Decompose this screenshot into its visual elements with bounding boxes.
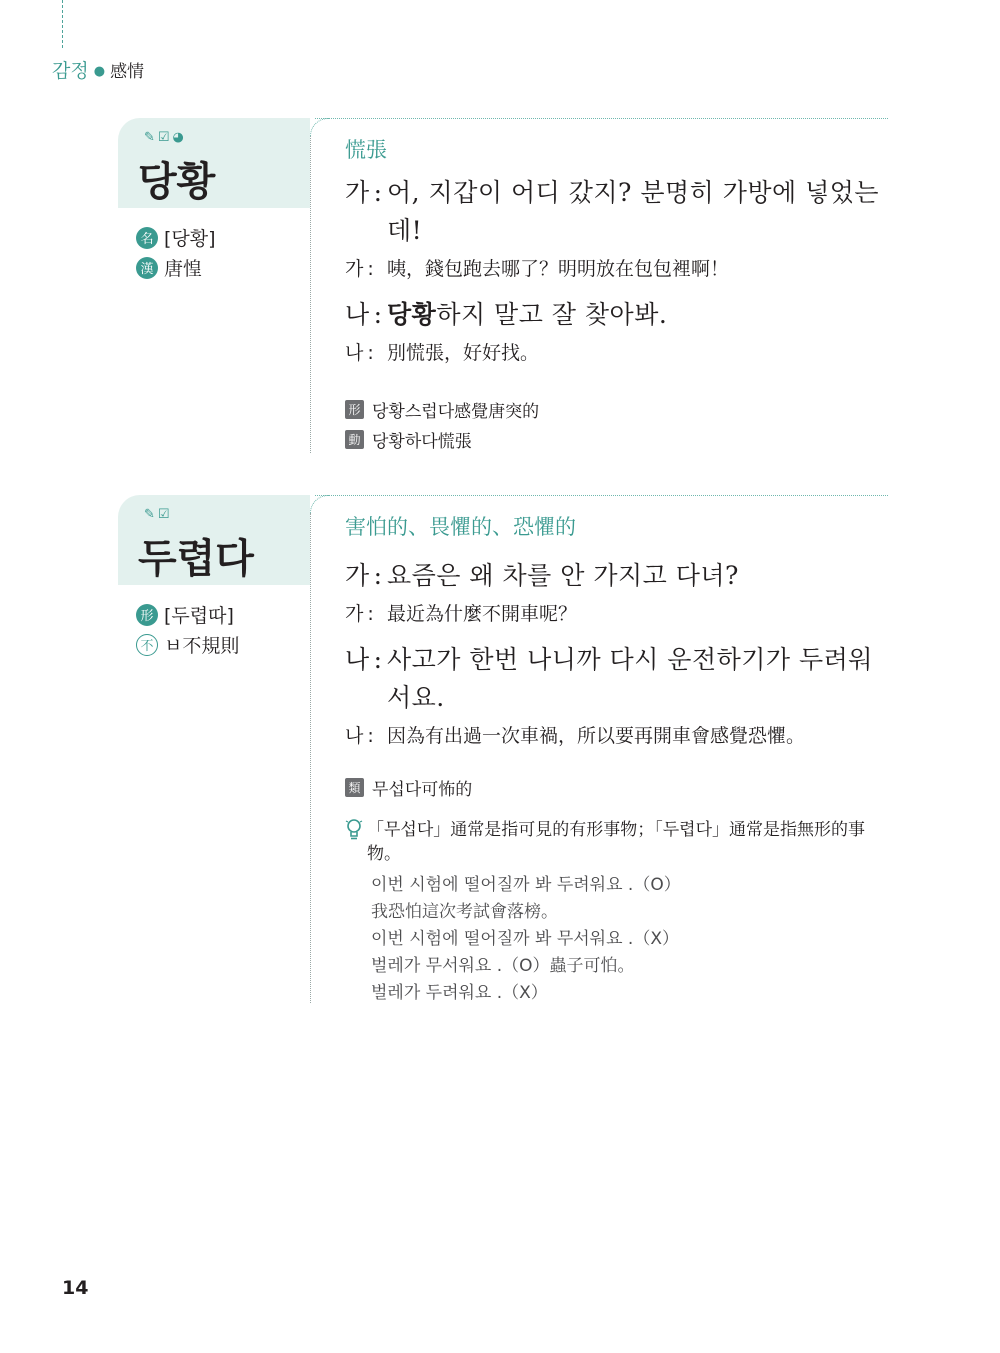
adjective-badge-icon: 形	[136, 604, 158, 626]
verb-badge-icon: 動	[345, 430, 364, 449]
hanja: 唐惶	[164, 258, 203, 280]
keyword: 당황	[387, 300, 437, 329]
example-ko-cont: 데!	[387, 216, 423, 245]
irregular-badge-icon: 不	[136, 634, 158, 656]
example-ko-row: 가 : 요즘은 왜 차를 안 가지고 다녀?	[345, 557, 885, 595]
related-text: 당황스럽다感覺唐突的	[372, 402, 540, 422]
example-ko: 사고가 한번 나니까 다시 운전하기가 두려워	[387, 645, 873, 674]
headword-card	[118, 118, 310, 208]
related-text: 당황하다慌張	[372, 432, 472, 452]
example-zh: 別慌張，好好找。	[387, 342, 540, 364]
related-text: 무섭다可怖的	[372, 780, 473, 800]
hanja-line	[136, 254, 202, 281]
example-zh-row: 가 : 最近為什麼不開車呢？	[345, 599, 885, 629]
study-check-icons: ✎☑	[144, 507, 173, 522]
note-example: 이번 시험에 떨어질까 봐 두려워요 .（O）	[371, 875, 681, 895]
lightbulb-icon	[345, 818, 367, 866]
page-number: 14	[62, 1277, 89, 1299]
note-example: 벌레가 무서워요 .（O）蟲子可怕。	[371, 956, 635, 976]
pronunciation-line	[136, 224, 216, 251]
example-block	[345, 174, 885, 368]
example-zh: 咦，錢包跑去哪了？明明放在包包裡啊！	[387, 258, 730, 280]
example-ko-row: 나 : 사고가 한번 나니까 다시 운전하기가 두려워 서요.	[345, 641, 885, 717]
top-divider	[315, 495, 888, 496]
speaker: 나	[345, 725, 364, 747]
entry-duryeopda	[118, 495, 888, 1005]
column-divider	[310, 136, 311, 453]
example-ko-cont: 서요.	[387, 683, 445, 712]
example-zh: 因為有出過一次車禍，所以要再開車會感覺恐懼。	[387, 725, 806, 747]
header-korean: 감정	[52, 60, 89, 82]
example-ko-row: 나 : 당황하지 말고 잘 찾아봐.	[345, 300, 668, 329]
speaker: 가	[345, 561, 370, 590]
adjective-badge-icon: 形	[345, 400, 364, 419]
top-dashed-rule	[62, 0, 63, 48]
note-example: 벌레가 두려워요 .（X）	[371, 983, 548, 1003]
example-block	[345, 557, 885, 751]
usage-note	[345, 818, 885, 1007]
header-chinese: 感情	[110, 62, 145, 82]
example-ko: 요즘은 왜 차를 안 가지고 다녀?	[387, 561, 739, 590]
hanja-badge-icon: 漢	[136, 257, 158, 279]
speaker: 나	[345, 342, 364, 364]
pronunciation: [당황]	[164, 228, 216, 250]
speaker: 가	[345, 178, 370, 207]
headword: 두렵다	[138, 536, 254, 582]
pronunciation: [두렵따]	[164, 605, 234, 627]
related-word	[345, 775, 472, 800]
meaning: 慌張	[345, 138, 387, 162]
irregular-line	[136, 631, 239, 658]
synonym-badge-icon: 類	[345, 778, 364, 797]
column-divider	[310, 513, 311, 1003]
speaker: 나	[345, 645, 370, 674]
example-ko: 어, 지갑이 어디 갔지? 분명히 가방에 넣었는	[387, 178, 880, 207]
example-zh-row: 가 : 咦，錢包跑去哪了？明明放在包包裡啊！	[345, 254, 885, 284]
related-word	[345, 427, 472, 452]
related-word	[345, 397, 539, 422]
headword: 당황	[138, 159, 216, 205]
study-check-icons: ✎☑◕	[144, 130, 187, 145]
entry-danghwang	[118, 118, 888, 453]
meaning: 害怕的、畏懼的、恐懼的	[345, 515, 576, 539]
pronunciation-line	[136, 601, 234, 628]
example-zh: 最近為什麼不開車呢？	[387, 603, 578, 625]
noun-badge-icon: 名	[136, 227, 158, 249]
example-zh-row: 나 : 因為有出過一次車禍，所以要再開車會感覺恐懼。	[345, 721, 885, 751]
page-header	[52, 56, 144, 83]
speaker: 가	[345, 603, 364, 625]
top-divider	[315, 118, 888, 119]
speaker: 나	[345, 300, 370, 329]
note-example: 我恐怕這次考試會落榜。	[371, 902, 558, 922]
speaker: 가	[345, 258, 364, 280]
note-text: 「무섭다」通常是指可見的有形事物；「두렵다」通常是指無形的事物。	[367, 820, 866, 864]
headword-card	[118, 495, 310, 585]
example-ko-row: 가 : 어, 지갑이 어디 갔지? 분명히 가방에 넣었는 데!	[345, 174, 885, 250]
example-ko: 하지 말고 잘 찾아봐.	[436, 300, 668, 329]
irregular-note: ㅂ不規則	[164, 635, 240, 657]
example-zh-row: 나 : 別慌張，好好找。	[345, 338, 885, 368]
note-example: 이번 시험에 떨어질까 봐 무서워요 .（X）	[371, 929, 679, 949]
header-bullet-icon: ●	[93, 64, 106, 79]
